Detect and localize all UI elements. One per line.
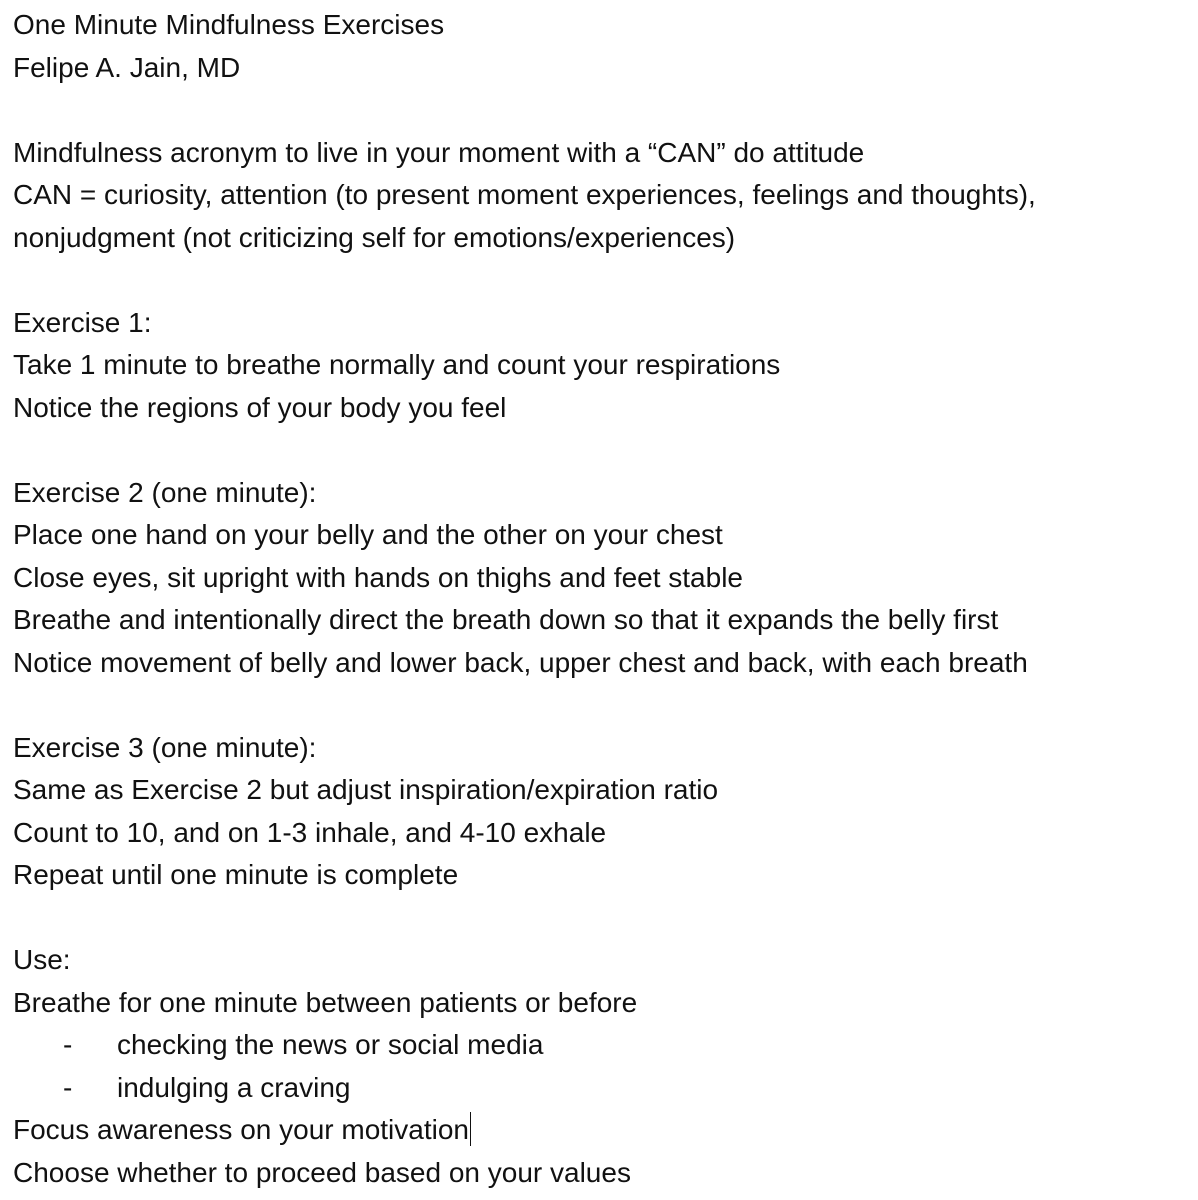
- author-line: Felipe A. Jain, MD: [13, 51, 241, 83]
- use-intro-line: Breathe for one minute between patients or before: [13, 986, 638, 1018]
- blank-line: [13, 897, 1198, 940]
- intro-line: nonjudgment (not criticizing self for emotions/experiences): [13, 221, 736, 253]
- exercise-2-line: Close eyes, sit upright with hands on thighs and feet stable: [13, 561, 743, 593]
- use-heading: Use:: [13, 944, 71, 975]
- document-body[interactable]: [13, 4, 1198, 1194]
- bullet-text: indulging a craving: [117, 1071, 351, 1103]
- blank-line: [13, 259, 1198, 302]
- text-cursor: [470, 1112, 471, 1146]
- list-item: [13, 1067, 1198, 1110]
- exercise-2-line: Notice movement of belly and lower back, upper chest and back, with each breath: [13, 646, 1028, 678]
- exercise-2-line: Place one hand on your belly and the other on your chest: [13, 519, 723, 550]
- use-line-text: Focus awareness on your motivation: [13, 1114, 469, 1145]
- blank-line: [13, 89, 1198, 132]
- blank-line: [13, 684, 1198, 727]
- intro-line: CAN = curiosity, attention (to present moment experiences, feelings and thoughts),: [13, 179, 1036, 210]
- exercise-3-line: Repeat until one minute is complete: [13, 859, 459, 890]
- bullet-dash: -: [63, 1029, 73, 1060]
- exercise-1-heading: Exercise 1:: [13, 306, 152, 338]
- bullet-text: checking the news or social media: [117, 1029, 544, 1060]
- list-item: [13, 1024, 1198, 1067]
- exercise-2-heading: Exercise 2 (one minute):: [13, 476, 317, 508]
- blank-line: [13, 429, 1198, 472]
- use-line: [13, 1109, 1198, 1152]
- intro-line: Mindfulness acronym to live in your moment with a “CAN” do attitude: [13, 136, 865, 168]
- exercise-3-heading: Exercise 3 (one minute):: [13, 731, 317, 763]
- bullet-dash: -: [63, 1071, 73, 1103]
- exercise-2-line: Breathe and intentionally direct the breath down so that it expands the belly first: [13, 604, 999, 635]
- exercise-1-line: Notice the regions of your body you feel: [13, 391, 507, 423]
- exercise-3-line: Same as Exercise 2 but adjust inspiration/expiration ratio: [13, 774, 719, 805]
- exercise-3-line: Count to 10, and on 1-3 inhale, and 4-10 exhale: [13, 816, 607, 848]
- document-title: One Minute Mindfulness Exercises: [13, 9, 445, 40]
- exercise-1-line: Take 1 minute to breathe normally and count your respirations: [13, 349, 781, 380]
- use-line: Choose whether to proceed based on your values: [13, 1156, 631, 1188]
